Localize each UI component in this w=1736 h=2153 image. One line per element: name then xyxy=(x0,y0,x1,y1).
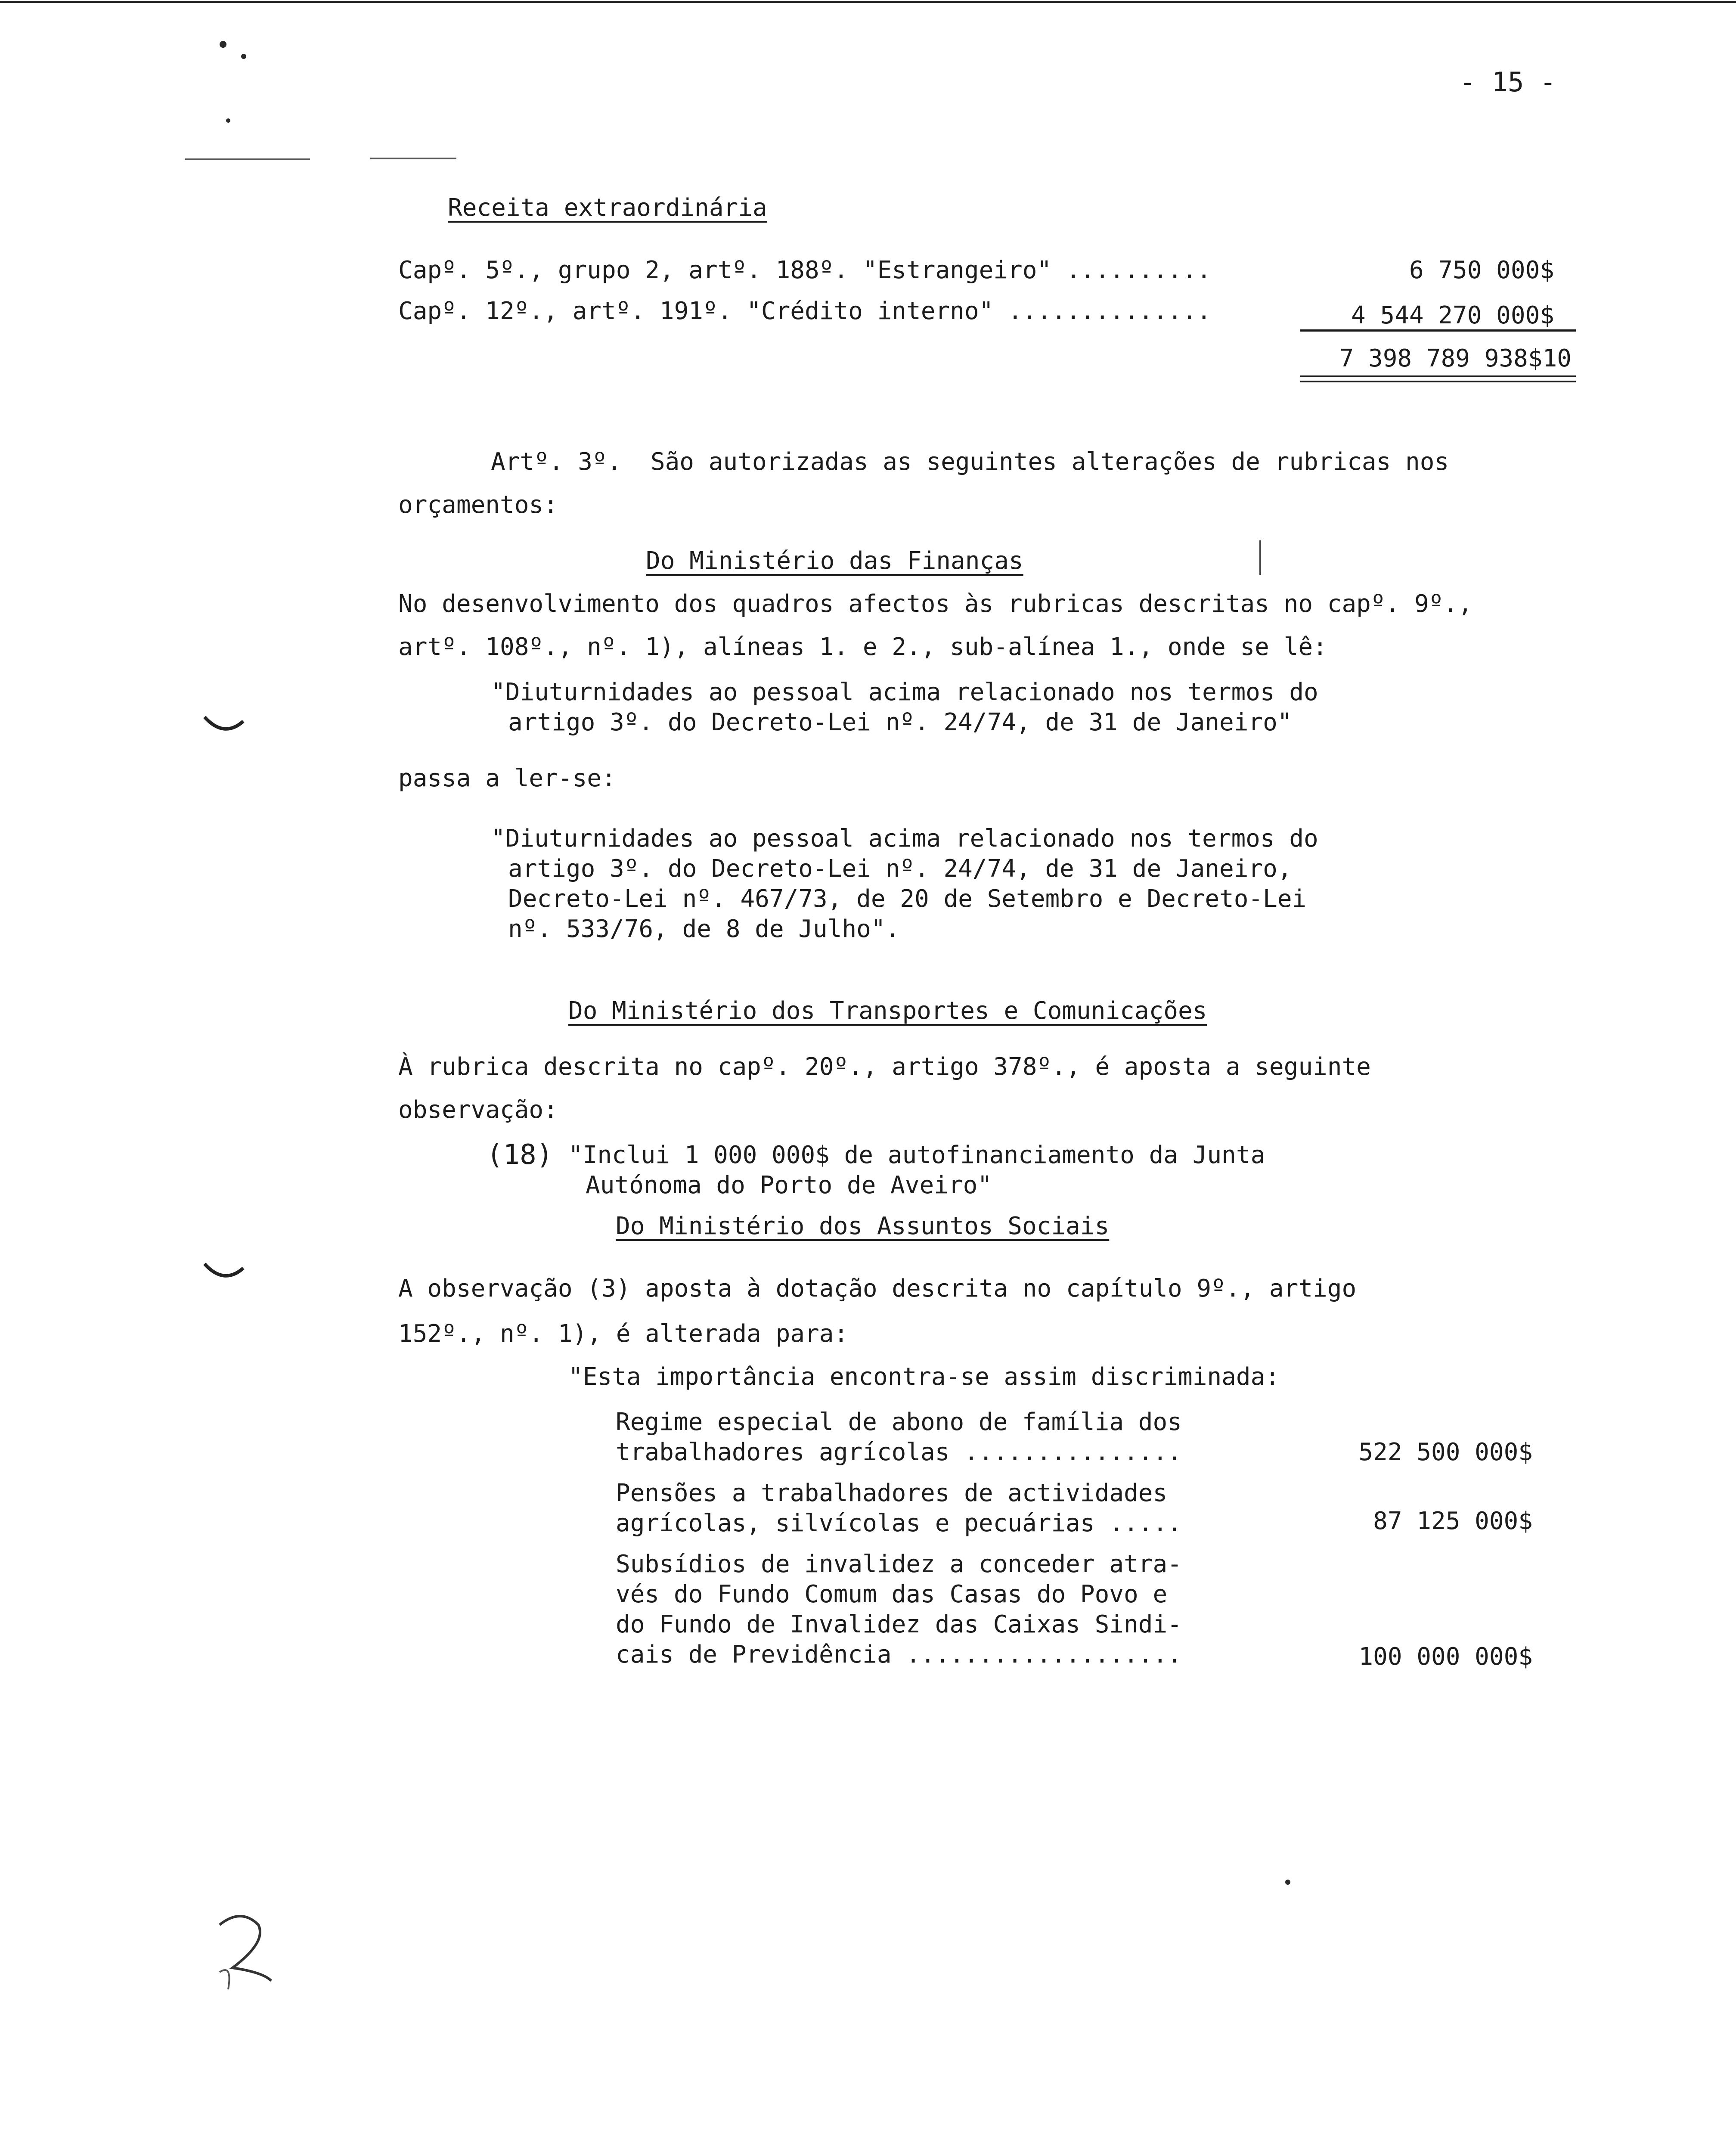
scan-speck xyxy=(241,54,246,59)
sociais-item-1-amount: 522 500 000$ xyxy=(1358,1438,1533,1466)
scan-speck xyxy=(1285,1880,1290,1885)
transportes-obs-number: (18) xyxy=(487,1139,553,1171)
receita-row-2-text: Capº. 12º., artº. 191º. "Crédito interno" .............. xyxy=(398,297,1212,325)
top-left-scan-dash-2 xyxy=(370,158,456,159)
sociais-item-2-line-1: Pensões a trabalhadores de actividades xyxy=(616,1479,1168,1507)
art3-line-2: orçamentos: xyxy=(398,491,558,519)
left-margin-mark-1 xyxy=(202,713,245,738)
receita-total: 7 398 789 938$10 xyxy=(1339,344,1572,372)
page-number: - 15 - xyxy=(1460,66,1556,98)
financas-intro-2: artº. 108º., nº. 1), alíneas 1. e 2., sub-alínea 1., onde se lê: xyxy=(398,633,1327,661)
transportes-heading: Do Ministério dos Transportes e Comunicações xyxy=(568,997,1207,1025)
financas-heading: Do Ministério das Finanças xyxy=(646,547,1023,575)
transportes-obs-line-1: "Inclui 1 000 000$ de autofinanciamento da Junta xyxy=(568,1141,1265,1169)
handwritten-mark xyxy=(202,1908,280,1994)
scan-speck xyxy=(220,41,226,48)
financas-quote-2-line-4: nº. 533/76, de 8 de Julho". xyxy=(508,915,900,943)
receita-row-2-amount: 4 544 270 000$ xyxy=(1351,301,1554,329)
sociais-line-1: A observação (3) aposta à dotação descrita no capítulo 9º., artigo xyxy=(398,1275,1357,1303)
financas-passa: passa a ler-se: xyxy=(398,764,616,792)
receita-row-1-text: Capº. 5º., grupo 2, artº. 188º. "Estrangeiro" .......... xyxy=(398,256,1212,284)
sociais-item-1-line-2: trabalhadores agrícolas ............... xyxy=(616,1438,1182,1466)
sociais-item-1-line-1: Regime especial de abono de família dos xyxy=(616,1408,1182,1436)
scan-speck xyxy=(226,118,230,123)
subtotal-rule xyxy=(1300,329,1576,332)
sociais-item-3-amount: 100 000 000$ xyxy=(1358,1643,1533,1671)
total-double-rule-2 xyxy=(1300,381,1576,382)
financas-intro-1: No desenvolvimento dos quadros afectos às rubricas descritas no capº. 9º., xyxy=(398,590,1472,618)
total-double-rule-1 xyxy=(1300,375,1576,377)
margin-tick xyxy=(1259,540,1261,575)
art3-line-1: Artº. 3º. São autorizadas as seguintes alterações de rubricas nos xyxy=(491,448,1449,476)
sociais-line-2: 152º., nº. 1), é alterada para: xyxy=(398,1320,849,1348)
financas-quote-2-line-2: artigo 3º. do Decreto-Lei nº. 24/74, de 31 de Janeiro, xyxy=(508,855,1292,883)
left-margin-mark-2 xyxy=(202,1260,245,1285)
sociais-heading: Do Ministério dos Assuntos Sociais xyxy=(616,1212,1110,1240)
receita-heading: Receita extraordinária xyxy=(448,194,767,222)
top-left-scan-dash xyxy=(185,158,310,160)
transportes-line-1: À rubrica descrita no capº. 20º., artigo 378º., é aposta a seguinte xyxy=(398,1053,1371,1081)
sociais-item-3-line-2: vés do Fundo Comum das Casas do Povo e xyxy=(616,1580,1168,1608)
sociais-item-3-line-3: do Fundo de Invalidez das Caixas Sindi- xyxy=(616,1610,1182,1638)
transportes-obs-line-2: Autónoma do Porto de Aveiro" xyxy=(586,1171,992,1199)
financas-quote-1-line-1: "Diuturnidades ao pessoal acima relacionado nos termos do xyxy=(491,678,1318,706)
financas-quote-1-line-2: artigo 3º. do Decreto-Lei nº. 24/74, de 31 de Janeiro" xyxy=(508,708,1292,736)
financas-quote-2-line-3: Decreto-Lei nº. 467/73, de 20 de Setembro e Decreto-Lei xyxy=(508,885,1307,913)
sociais-item-2-amount: 87 125 000$ xyxy=(1373,1507,1533,1535)
sociais-item-2-line-2: agrícolas, silvícolas e pecuárias ..... xyxy=(616,1509,1182,1537)
financas-quote-2-line-1: "Diuturnidades ao pessoal acima relacionado nos termos do xyxy=(491,825,1318,853)
sociais-item-3-line-1: Subsídios de invalidez a conceder atra- xyxy=(616,1550,1182,1578)
top-border-line xyxy=(0,1,1736,3)
transportes-line-2: observação: xyxy=(398,1096,558,1124)
sociais-item-3-line-4: cais de Previdência ................... xyxy=(616,1641,1182,1669)
receita-row-1-amount: 6 750 000$ xyxy=(1409,256,1554,284)
sociais-quote-intro: "Esta importância encontra-se assim discriminada: xyxy=(568,1363,1280,1391)
